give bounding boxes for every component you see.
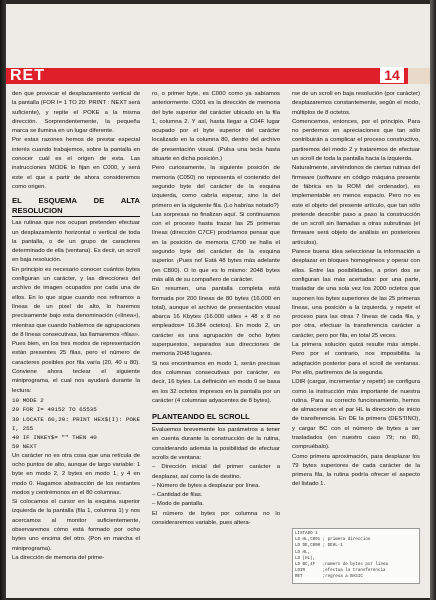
paragraph: Por estas razones hemos de prestar especial interés cuando trabajemos, sobre la pantalla en conocer cuál es el origen de esta. Las instrucciones MODE lo fijan en C000, y será este el que a partir de ahora consideremos como origen. [12,137,140,190]
paragraph: LDIR (cargar, incrementar y repetir) se configura como la instrucción más importante de nuestra rutina. Para su correcto funcionamiento, hemos de almacenar en el par HL la dirección de inicio de transferencia. En DE la primera (DESTINO), y cargar BC con el número de bytes a ser trasladados (en nuestro caso 79; no 80, compruébalo). [292,379,420,451]
paragraph: den que provocar el desplazamiento vertical de la pantalla (FOR I= 1 TO 20: PRINT : NEXT será suficiente), y repite el POKE a la misma dirección. Sorprendentemente, la pequeña marca se ilumina en un lugar diferente. [12,91,140,135]
bullet-item: – Número de bytes a desplazar por línea. [152,482,261,489]
bullet-item: – Modo de pantalla. [152,501,204,508]
code-line: 30 LOCATE 60,20: PRINT HEX$(I): POKE I, 255 [12,415,140,432]
paragraph: Las sorpresas no finalizan aquí. Si continuamos con el proceso hasta trazar las 25 primeras líneas (dirección C7CF) prodríamos pensar que en la posición de memoria C700 se halla el segundo byte del carácter de la esquina superior. ¡Pues no! Está 48 bytes más adelante (en C800). O lo que es lo mismo: 2048 bytes más allá de su compañero de carácter. [152,211,280,283]
paragraph: Pues bien, en los tres modos de representación están presentes 25 filas, pero el número de caracteres posibles por fila varía (20, 40 u 80). Conviene ahora teclear el siguiente miniprograma, el cual nos ayudará durante la lectura: [12,341,140,394]
code-line: 20 FOR I= 49152 TO 65535 [12,406,97,414]
column-2 [152,90,280,528]
listing-title: LISTADO 1 [295,532,318,536]
page-edge-shadow [430,0,436,600]
section-heading: EL ESQUEMA DE ALTA RESOLUCION [12,196,140,217]
paragraph: Si nos encontramos en modo 1, serán precisas dos columnas consecutivas por carácter, es decir, 16 bytes. La definición en modo 0 se basa en los 32 octetos impresos en la pantalla por un carácter (4 columnas adyacentes de 8 bytes). [152,360,280,404]
paragraph: Si colocamos el cursor en la esquina superior izquierda de la pantalla (fila 1, columna 1) y nos acercamos al monitor suficientemente, observaremos cómo está formado por ocho bytes uno encima del otro. (Pon en marcha el miniprograma). [12,499,140,552]
paragraph: Un carácter no es otra cosa que una retícula de ocho puntos de alto, aunque de largo variable: 1 byte en modo 2, 2 bytes en modo 1, y 4 en modo 0. Hagamos abstracción de los restantes modos y centrémonos en el 80 columnas. [12,452,140,496]
paragraph: Pero curiosamente, la siguiente posición de memoria (C050) no representa el contenido del segundo byte del carácter de la esquina izquierda, como cabría esperar, sino la del primero en la siguiente fila. (Lo habrías notado?) [152,165,280,209]
paragraph: En principio es necesario conocer cuántos bytes configuran un carácter, y las direcciones del archivo de imagen ocupados por cada una de ellos. En lo que sigue cuando nos refiramos a líneas de un pixel de alto, lo haremos precisamente bajo esta denominación («línea»), mientras que cuando hablemos de agrupaciones de 8 líneas consecutivas, las llamaremos «filas». [12,266,140,338]
paragraph: Las rutinas que nos ocupan pretenden efectuar un desplazamiento horizontal o vertical de toda la pantalla, o de un grupo de caracteres determinado de ella (ventana). Es decir, un scroll en baja resolución. [12,220,140,264]
code-line: 50 NEXT [12,443,37,451]
listing-line: LDIR ;efectua la transferencia [295,569,386,574]
paragraph: Evaluemos brevemente los parámetros a tener en cuenta durante la construcción de la rutina, considerando además la posibilidad de efectuar scrolls de ventana: [152,427,280,461]
paragraph: Parece buena idea seleccionar la información a desplazar en bloques homogéneos y operar con ellos. Entre las posibilidades, a priori dos se configuran las más acertadas: por una parte, trasladar de una sola vez los 2000 octetos que suponen los bytes superiores de las 25 primeras líneas, una posición a la izquierda, y repetir el proceso para las otras 7 líneas de cada fila, y por otra, efectuar la transferencia carácter a carácter, pero por fila, en total 25 veces. [292,249,420,339]
code-listing-box [292,528,420,584]
paragraph: Comencemos, entonces, por el principio. Para no perdernos en apreciaciones que tan sólo contribuirán a complicar el proceso constructivo, partiremos del modo 2 y trataremos de efectuar un scroll de toda la pantalla hacia la izquierda. [292,118,420,163]
section-header-bar [6,68,430,84]
listing-line: LD HL,C001 ; primera direccion [295,538,371,543]
listing-line: RET ;regresa a BASIC [295,575,363,580]
column-1 [12,90,140,563]
code-line: 40 IF INKEY$= "" THEN 40 [12,434,97,442]
listing-line: LD BC,4F ;numero de bytes por linea [295,563,388,568]
listing-line: LD HL, [295,550,311,555]
section-heading: PLANTEANDO EL SCROLL [152,412,280,424]
section-title: RET [10,67,45,84]
bullet-item: – Dirección inicial del primer carácter a desplazar, así como la de destino. [152,464,280,480]
bullet-item: – Cantidad de filas. [152,492,203,499]
paragraph: La primera solución quizá resulte más simple. Pero por el contrario, nos imposibilita la adaptación posterior para el scroll de ventanas. Por ello, partiremos de la segunda. [292,342,420,376]
page-edge [408,68,430,84]
code-line: 10 MODE 2 [12,396,44,404]
paragraph: La dirección de memoria del prime- [12,554,105,561]
page-number: 14 [380,67,404,83]
listing-line: LD (HL), [295,556,316,561]
paragraph: Como primera aproximación, para desplazar los 79 bytes superiores de cada carácter de la primera fila, la rutina podría ofrecer el aspecto del listado 1. [292,453,420,488]
paragraph: rse de un scroll en baja resolución (por carácter) desplazaremos constantemente, según el modo, múltiplos de 8 octetos. [292,91,420,116]
column-3 [292,90,420,490]
paragraph: ro, o primer byte, es C000 como ya sabíamos anteriormente. C001 es la dirección de memoria del byte superior del carácter ubicado en la fila 1, columna 2. Y así, hasta llegar a C04F lugar ocupado por el byte superior del carácter localizado en la columna 80, dentro del archivo de presentación visual. (Pulsa una tecla hasta situarte en dicha posición.) [152,91,280,163]
listing-line: LD DE,C000 ; DEHL-1 [295,544,343,549]
paragraph: El número de bytes por columna no lo consideraremos variable, pues altera- [152,510,280,527]
paragraph: Naturalmente, sirviéndonos de ciertas rutinas del firmware (software en código máquina presente de fábrica en la ROM del ordenador), es implementable en menos espacio. Pero no es este el objeto del presente artículo, que tan sólo pretende describir paso a paso la construcción de un scroll sin llamadas a otras subrutinas (el firmware será objeto de análisis en posteriores artículos). [292,165,420,246]
magazine-page [6,4,430,598]
paragraph: En resumen, una pantalla completa está formada por 200 líneas de 80 bytes (16.000 en total), aunque el archivo de presentación visual abarca 16 Kbytes (16.000 utiles + 48 x 8 no empleados= 16.384 octetos). En modo 2, un carácter es una agrupación de ocho bytes superpuestos, separados sus direcciones de memoria 2048 lugares. [152,286,280,358]
